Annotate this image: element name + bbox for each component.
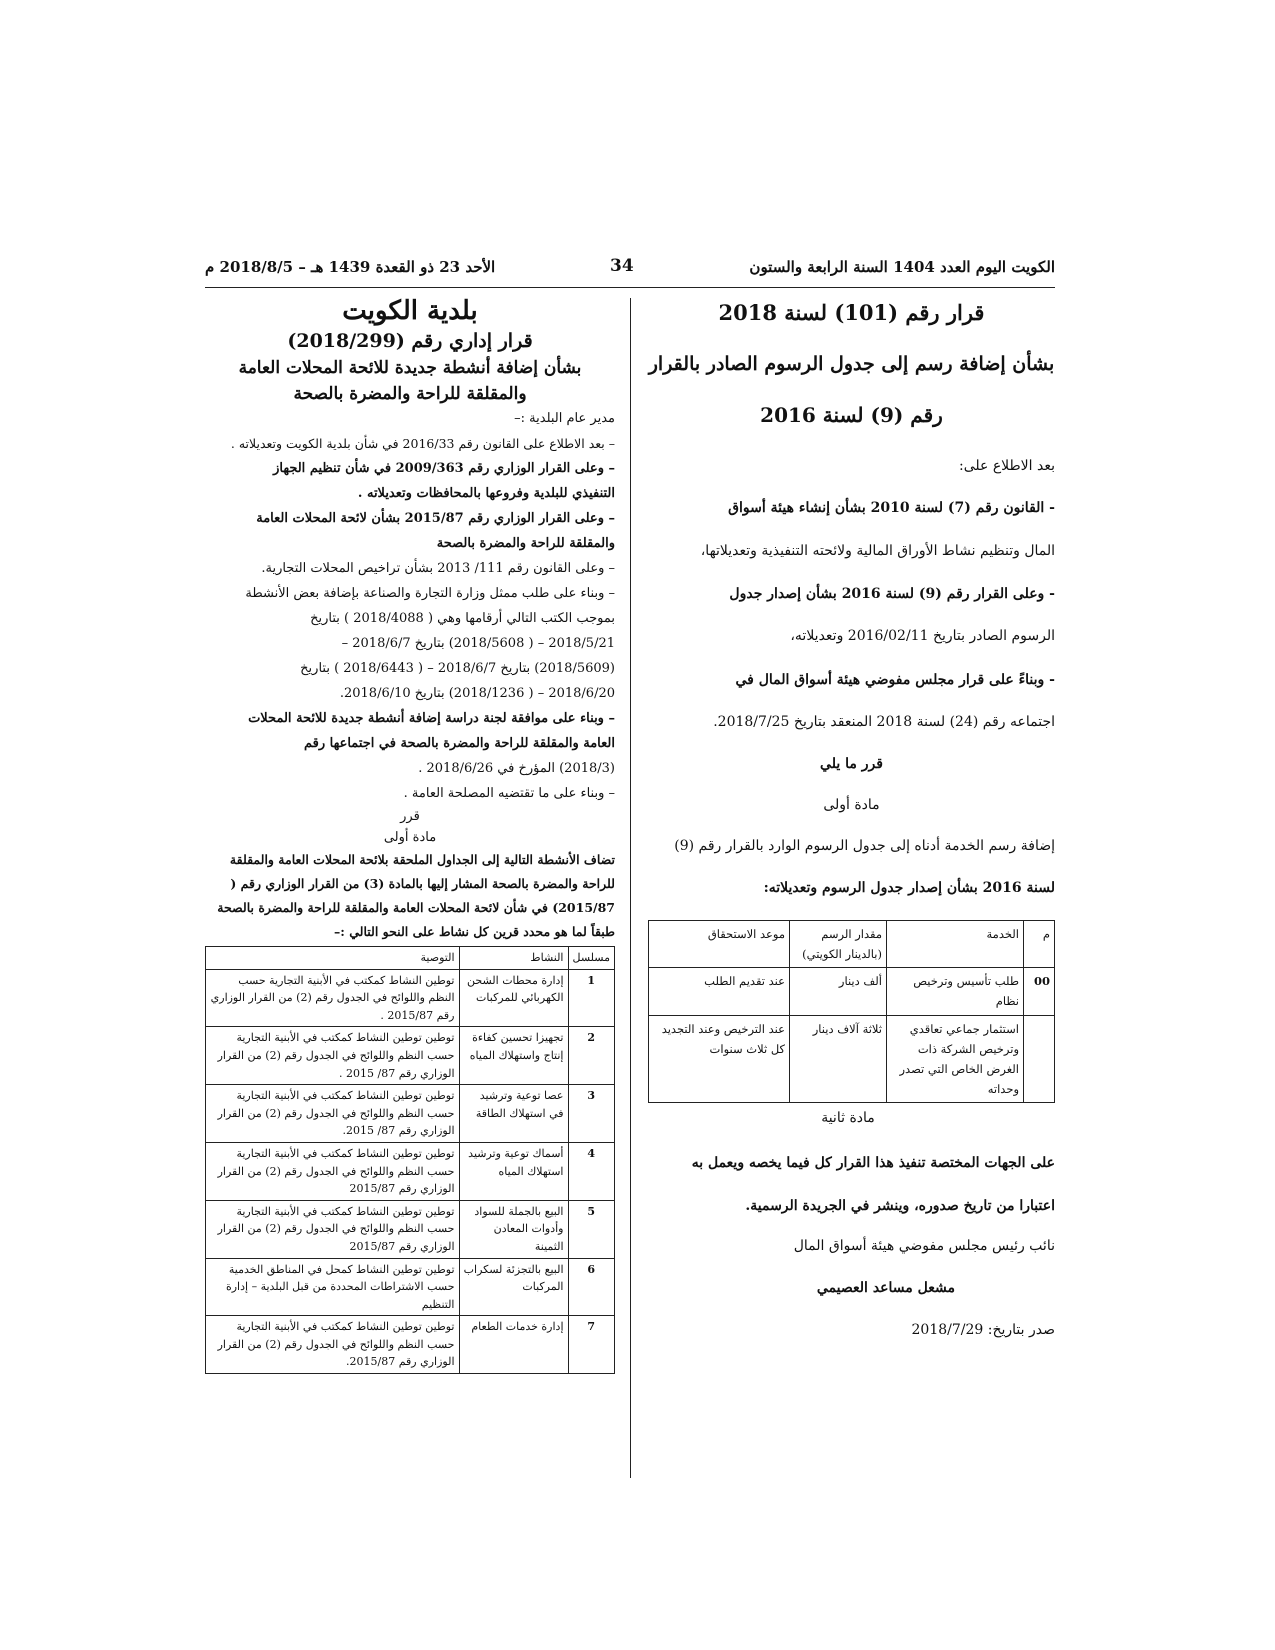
article-1-line: تضاف الأنشطة التالية إلى الجداول الملحقة بلائحة المحلات العامة والمقلقة [229,852,615,867]
fees-table [648,920,1055,1103]
fees-cell: طلب تأسيس وترخيص نظام [887,968,1024,1015]
acts-col-activity: النشاط [459,947,568,970]
acts-cell: عصا توعية وترشيد في استهلاك الطاقة [459,1085,568,1143]
article-1-text: إضافة رسم الخدمة أدناه إلى جدول الرسوم الوارد بالقرار رقم (9) [674,838,1055,854]
fees-col-no: م [1024,921,1055,968]
citation-1: - القانون رقم (7) لسنة 2010 بشأن إنشاء هيئة أسواق [728,500,1055,516]
header-issue: الكويت اليوم العدد 1404 السنة الرابعة والستون [749,258,1055,276]
acts-cell: البيع بالتجزئة لسكراب المركبات [459,1258,568,1316]
page-header [205,258,1055,284]
article-1-text-cont: لسنة 2016 بشأن إصدار جدول الرسوم وتعديلاته: [763,880,1055,896]
fees-cell: عند تقديم الطلب [649,968,790,1015]
table-row [206,1027,615,1085]
acts-cell: 4 [568,1142,615,1200]
table-row [206,969,615,1027]
preamble-line: – وعلى القانون رقم 111/ 2013 بشأن تراخيص المحلات التجارية. [261,561,615,576]
acts-cell: توطين توطين النشاط كمكتب في الأبنية التجارية حسب النظم واللوائح في الجدول رقم (2) من القرار الوزاري رقم 87/ 2015. [206,1085,460,1143]
table-row [206,1316,615,1374]
citation-2: - وعلى القرار رقم (9) لسنة 2016 بشأن إصدار جدول [729,586,1055,602]
acts-cell: توطين توطين النشاط كمكتب في الأبنية التجارية حسب النظم واللوائح في الجدول رقم (2) من القرار الوزاري رقم 2015/87. [206,1316,460,1374]
fees-cell: عند الترخيص وعند التجديد كل ثلاث سنوات [649,1015,790,1103]
acts-cell: توطين توطين النشاط كمكتب في الأبنية التجارية حسب النظم واللوائح في الجدول رقم (2) من القرار الوزاري رقم 2015/87 [206,1200,460,1258]
decision-299-subtitle-2: والمقلقة للراحة والمضرة بالصحة [293,384,527,404]
fees-cell: ألف دينار [790,968,887,1015]
article-1-line: 2015/87) في شأن لائحة المحلات العامة والمقلقة للراحة والمضرة بالصحة [217,900,615,915]
preamble-line: مدير عام البلدية :– [514,411,615,426]
table-row [206,1258,615,1316]
issue-date: صدر بتاريخ: 2018/7/29 [911,1322,1055,1338]
table-row [206,1142,615,1200]
acts-cell: 6 [568,1258,615,1316]
preamble-line: – وعلى القرار الوزاري رقم 2015/87 بشأن لائحة المحلات العامة [256,511,615,526]
column-divider [630,298,631,1478]
preamble-block [205,406,615,806]
preamble-line: والمقلقة للراحة والمضرة بالصحة [436,536,615,551]
fees-cell: ثلاثة آلاف دينار [790,1015,887,1103]
activities-table-header [206,947,615,970]
acts-cell: توطين توطين النشاط كمكتب في الأبنية التجارية حسب النظم واللوائح في الجدول رقم (2) من القرار الوزاري رقم 87/ 2015 . [206,1027,460,1085]
decision-101-title: قرار رقم (101) لسنة 2018 [718,300,985,325]
signatory-name: مشعل مساعد العصيمي [816,1280,955,1296]
preamble-line: – وبناء على ما تقتضيه المصلحة العامة . [403,786,615,801]
preamble-line: بموجب الكتب التالي أرقامها وهي ( 2018/4088 ) بتاريخ [310,611,615,626]
decision-299-subtitle: بشأن إضافة أنشطة جديدة للائحة المحلات العامة [238,358,582,378]
left-column [205,296,615,1374]
acts-cell: توطين توطين النشاط كمكتب في الأبنية التجارية حسب النظم واللوائح في الجدول رقم (2) من القرار الوزاري رقم 2015/87 [206,1142,460,1200]
decision-299-title: قرار إداري رقم (2018/299) [287,330,533,352]
header-date: الأحد 23 ذو القعدة 1439 هـ – 2018/8/5 م [205,258,496,276]
preamble-line: – وبناء على موافقة لجنة دراسة إضافة أنشطة جديدة للائحة المحلات [248,711,615,726]
preamble-line: التنفيذي للبلدية وفروعها بالمحافظات وتعديلاته . [357,486,615,501]
article-2-text-cont: اعتبارا من تاريخ صدوره، وينشر في الجريدة الرسمية. [745,1198,1055,1214]
acts-cell: أسماك توعية وترشيد استهلاك المياه [459,1142,568,1200]
acts-cell: إدارة خدمات الطعام [459,1316,568,1374]
organization-title: بلدية الكويت [342,296,478,326]
article-1-heading: مادة أولى [383,830,437,845]
acts-cell: إدارة محطات الشحن الكهربائي للمركبات [459,969,568,1027]
fees-cell: استثمار جماعي تعاقدي وترخيص الشركة ذات الغرض الخاص التي تصدر وحداته [887,1015,1024,1103]
preamble-line: – وعلى القرار الوزاري رقم 2009/363 في شأن تنظيم الجهاز [273,461,615,476]
preamble-line: 2018/6/20 – ( 2018/1236) بتاريخ 2018/6/10. [339,686,615,701]
table-row [649,968,1055,1015]
table-row [206,1085,615,1143]
fees-col-amount: مقدار الرسم (بالدينار الكويتي) [790,921,887,968]
preamble-line: – بعد الاطلاع على القانون رقم 2016/33 في شأن بلدية الكويت وتعديلاته . [230,436,615,451]
acts-col-serial: مسلسل [568,947,615,970]
fees-table-header [649,921,1055,968]
header-divider [205,287,1055,288]
decision-101-subtitle: بشأن إضافة رسم إلى جدول الرسوم الصادر بالقرار [648,353,1055,375]
citation-1-cont: المال وتنظيم نشاط الأوراق المالية ولائحته التنفيذية وتعديلاتها، [700,543,1055,559]
signatory-title: نائب رئيس مجلس مفوضي هيئة أسواق المال [793,1238,1055,1254]
acts-col-recommendation: التوصية [206,947,460,970]
acts-cell: 2 [568,1027,615,1085]
acts-cell: توطين النشاط كمكتب في الأبنية التجارية حسب النظم واللوائح في الجدول رقم (2) من القرار الوزاري رقم 2015/87 . [206,969,460,1027]
right-column [648,300,1055,1400]
acts-cell: 7 [568,1316,615,1374]
table-row [649,1015,1055,1103]
table-row [206,1200,615,1258]
acts-cell: 1 [568,969,615,1027]
article-1-line: للراحة والمضرة بالصحة المشار إليها بالمادة (3) من القرار الوزاري رقم ( [230,876,615,891]
acts-cell: تجهيزا تحسين كفاءة إنتاج واستهلاك المياه [459,1027,568,1085]
fees-col-service: الخدمة [887,921,1024,968]
preamble-line: 2018/5/21 – ( 2018/5608) بتاريخ 2018/6/7 – [341,636,615,651]
decided-label: قرر ما يلي [820,756,883,772]
preamble-line: (2018/3) المؤرخ في 2018/6/26 . [418,761,615,776]
acts-cell: البيع بالجملة للسواد وأدوات المعادن الثمينة [459,1200,568,1258]
decision-101-subtitle-2: رقم (9) لسنة 2016 [760,403,943,427]
fees-cell: 00 [1024,968,1055,1015]
acts-cell: 5 [568,1200,615,1258]
page-number: 34 [610,256,634,276]
fees-cell [1024,1015,1055,1103]
citation-2-cont: الرسوم الصادر بتاريخ 2016/02/11 وتعديلاته، [790,628,1055,644]
article-2-text: على الجهات المختصة تنفيذ هذا القرار كل فيما يخصه ويعمل به [691,1155,1055,1171]
acts-cell: 3 [568,1085,615,1143]
fees-col-due: موعد الاستحقاق [649,921,790,968]
preamble: بعد الاطلاع على: [959,458,1055,474]
preamble-line: – وبناء على طلب ممثل وزارة التجارة والصناعة بإضافة بعض الأنشطة [245,586,615,601]
activities-table [205,946,615,1374]
citation-3: - وبناءً على قرار مجلس مفوضي هيئة أسواق المال في [735,672,1055,688]
decided-label: قرر [400,809,420,824]
article-1-line: طبقاً لما هو محدد قرين كل نشاط على النحو التالي :– [334,924,615,939]
article-1-heading: مادة أولى [823,797,880,813]
article-2-heading: مادة ثانية [821,1110,875,1126]
citation-3-cont: اجتماعه رقم (24) لسنة 2018 المنعقد بتاريخ 2018/7/25. [713,714,1055,730]
preamble-line: (2018/5609) بتاريخ 2018/6/7 – ( 2018/6443 ) بتاريخ [300,661,615,676]
preamble-line: العامة والمقلقة للراحة والمضرة بالصحة في اجتماعها رقم [303,736,615,751]
acts-cell: توطين توطين النشاط كمحل في المناطق الخدمية حسب الاشتراطات المحددة من قبل البلدية – إدارة التنظيم [206,1258,460,1316]
